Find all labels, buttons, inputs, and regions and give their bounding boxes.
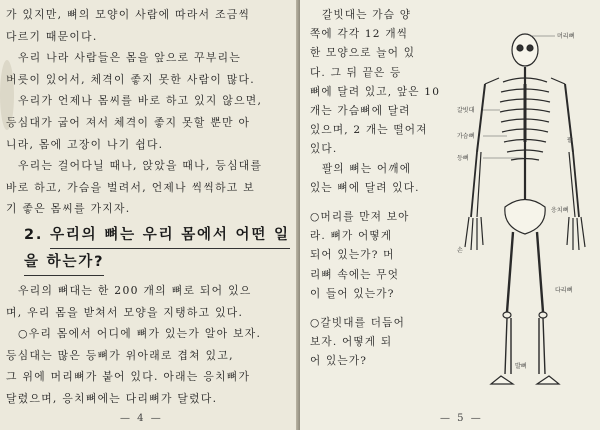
text-line: 있다. — [310, 143, 338, 156]
text-line: 있으며, 2 개는 떨어져 — [310, 124, 428, 137]
section-heading — [24, 222, 290, 276]
label-hand: 손 — [457, 247, 463, 254]
text-line: 팔의 뼈는 어깨에 — [322, 162, 412, 175]
text-line: 갈빗대는 가슴 양 — [322, 9, 412, 21]
label-leg: 다리뼈 — [555, 287, 573, 294]
right-text-column — [310, 6, 460, 372]
text-line: 바로 하고, 가슴을 벌려서, 언제나 씩씩하고 보 — [6, 180, 255, 194]
label-head: 머리뼈 — [557, 33, 575, 40]
text-line: 어 있는가? — [310, 355, 368, 368]
text-line: 개는 가슴뼈에 달려 — [310, 105, 411, 118]
label-arm: 팔 — [567, 137, 573, 144]
text-line: ○갈빗대를 더듬어 — [310, 317, 406, 330]
text-line: 며, 우리 몸을 받쳐서 모양을 지탱하고 있다. — [6, 305, 244, 319]
text-line: 뼈에 달려 있고, 앞은 10 — [310, 85, 441, 98]
text-line: 등심대는 많은 등뼈가 위아래로 겹쳐 있고, — [6, 348, 234, 362]
heading-line-2: 을 하는가? — [24, 249, 104, 276]
foot-icon — [491, 376, 559, 384]
page-number: — 4 — — [120, 413, 163, 424]
text-line: 기 좋은 몸씨를 가지자. — [6, 202, 131, 216]
text-line: ○우리 몸에서 어디에 뼈가 있는가 알아 보자. — [18, 327, 262, 341]
text-line: 그 위에 머리뼈가 붙어 있다. 아래는 응치뼈가 — [6, 370, 251, 384]
spacer — [310, 304, 460, 314]
paper-stain — [0, 60, 14, 130]
text-line: 등심대가 굽어 져서 체격이 좋지 못할 뿐만 아 — [6, 115, 251, 129]
text-line: 우리가 언제나 몸씨를 바로 하고 있지 않으면, — [18, 94, 263, 108]
text-line: 달렸으며, 응치뼈에는 다리뼈가 달렸다. — [6, 391, 218, 405]
text-line: 보자. 어떻게 되 — [310, 336, 393, 349]
label-pelvis: 응치뼈 — [551, 207, 569, 214]
label-foot: 발뼈 — [515, 363, 527, 370]
text-line: 가 있지만, 뼈의 모양이 사람에 따라서 조금씩 — [6, 8, 251, 21]
text-line: 이 들어 있는가? — [310, 287, 395, 300]
text-line: 되어 있는가? 머 — [310, 249, 395, 262]
skull-icon — [512, 34, 538, 66]
text-line: 니라, 몸에 고장이 나기 쉽다. — [6, 137, 164, 151]
heading-number: 2. — [24, 226, 44, 243]
label-spine: 등뼈 — [457, 155, 469, 162]
text-line: 쪽에 각각 12 개씩 — [310, 28, 409, 41]
spacer — [310, 198, 460, 208]
heading-line-1: 우리의 뼈는 우리 몸에서 어떤 일 — [50, 222, 290, 249]
text-line: 우리 나라 사람들은 몸을 앞으로 꾸부리는 — [18, 51, 242, 65]
text-line: 리뼈 속에는 무엇 — [310, 268, 400, 281]
text-line: 있는 뼈에 달려 있다. — [310, 181, 420, 194]
text-line: 다르기 때문이다. — [6, 29, 98, 43]
text-line: ○머리를 만져 보아 — [310, 211, 410, 224]
pelvis-icon — [505, 200, 545, 235]
text-line: 우리의 뼈대는 한 200 개의 뼈로 되어 있으 — [18, 283, 252, 297]
skeleton-figure — [455, 12, 595, 392]
text-line: 한 모양으로 늘어 있 — [310, 47, 416, 60]
label-ribs: 갈빗대 — [457, 107, 475, 114]
label-sternum: 가슴뼈 — [457, 133, 475, 140]
right-page — [300, 0, 600, 430]
text-line: 우리는 걸어다닐 때나, 앉았을 때나, 등심대를 — [18, 159, 263, 173]
page-number: — 5 — — [440, 413, 483, 424]
text-line: 다. 그 뒤 끝은 등 — [310, 66, 402, 79]
text-line: 라. 뼈가 어떻게 — [310, 230, 393, 243]
text-line: 버릇이 있어서, 체격이 좋지 못한 사람이 많다. — [6, 72, 255, 86]
